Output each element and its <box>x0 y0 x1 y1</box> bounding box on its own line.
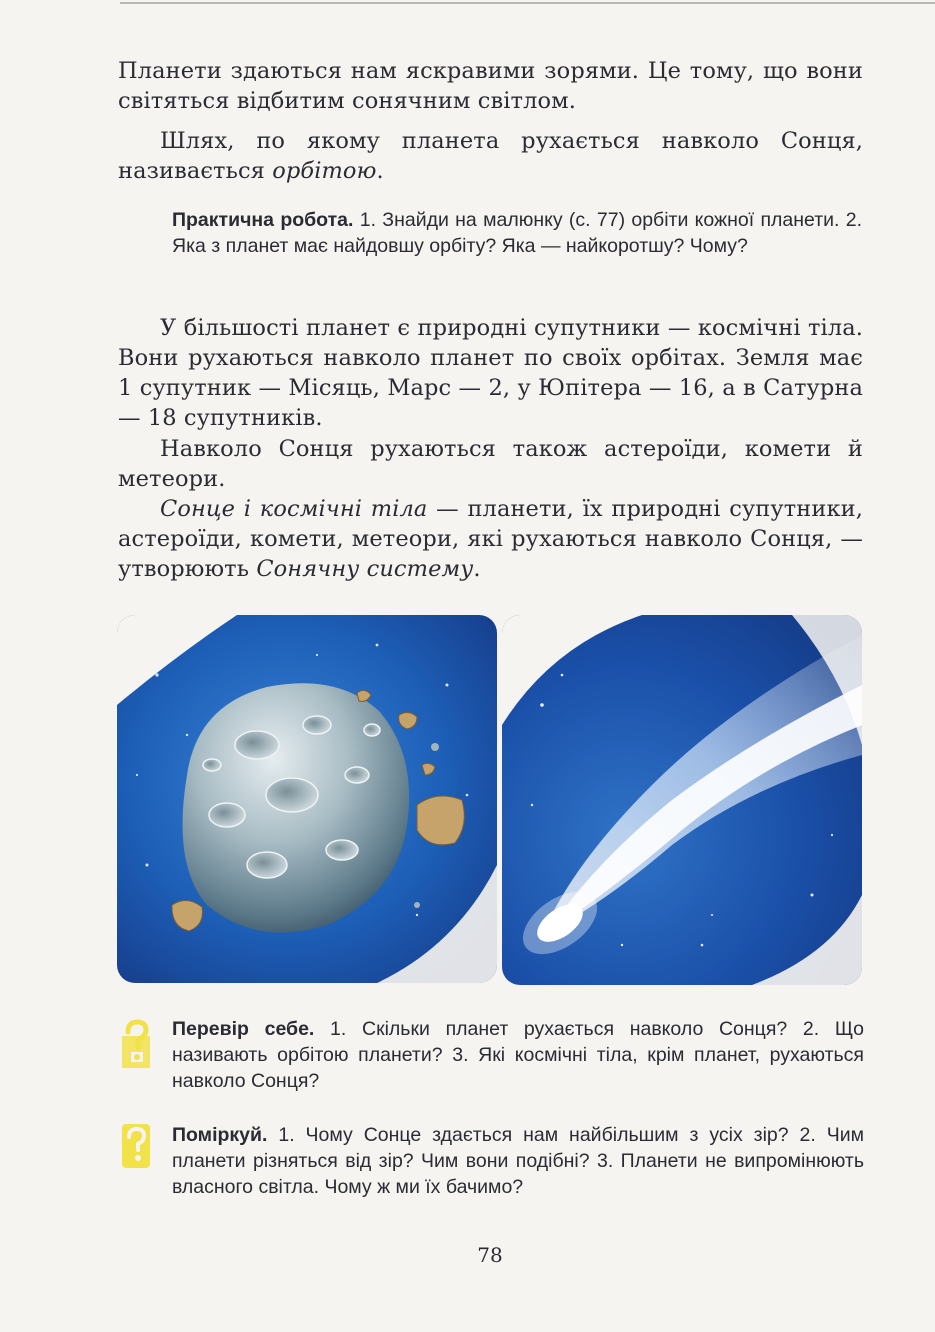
asteroid-illustration <box>117 615 497 983</box>
check-yourself-lead: Перевір себе. <box>172 1018 315 1040</box>
question-mark-icon <box>118 1120 154 1172</box>
practical-work <box>172 207 862 259</box>
paragraph-planets-shine <box>118 56 863 116</box>
think-about-lead: Поміркуй. <box>172 1124 268 1146</box>
think-about-text: 1. Чому Сонце здається нам найбільшим з усіх зір? 2. Чим планети різняться від зір? Чим вони подібні? 3. Планети не випромінюють власного світла. Чому ж ми їх бачимо? <box>172 1124 864 1198</box>
think-about <box>172 1122 864 1200</box>
check-yourself <box>172 1016 864 1094</box>
comet-illustration <box>502 615 862 985</box>
asteroid-svg <box>117 615 497 983</box>
solar-system-end: . <box>473 556 481 582</box>
question-mark-check-svg <box>118 1018 154 1070</box>
practical-work-lead: Практична робота. <box>172 209 354 231</box>
solar-term-system: Сонячну систему <box>256 556 474 582</box>
paragraph-satellites <box>118 313 863 433</box>
paragraph-orbit <box>118 126 863 186</box>
practical-work-text: 1. Знайди на малюнку (с. 77) орбіти кожної планети. 2. Яка з планет має найдовшу орбіту? Яка — найкоротшу? Чому? <box>172 209 862 257</box>
page-number: 78 <box>477 1243 503 1267</box>
paragraph-asteroids <box>118 434 863 494</box>
orbit-text: Шлях, по якому планета рухається навколо Сонця, називається <box>118 128 863 184</box>
question-mark-icon <box>118 1018 154 1070</box>
paragraph-planets-shine-text: Планети здаються нам яскравими зорями. Це тому, що вони світяться відбитим сонячним світлом. <box>118 58 863 114</box>
check-yourself-text: 1. Скільки планет рухається навколо Сонця? 2. Що називають орбітою планети? 3. Які космічні тіла, крім планет, рухаються навколо Сонця? <box>172 1018 864 1092</box>
paragraph-solar-system <box>118 494 863 584</box>
comet-svg <box>502 615 862 985</box>
orbit-end: . <box>376 158 384 184</box>
question-mark-think-svg <box>118 1120 154 1172</box>
solar-term-bodies: Сонце і космічні тіла <box>160 496 428 522</box>
solar-system-text: — планети, їх природні супутники, астероїди, комети, метеори, які рухаються навколо Сонця, — утворюють <box>118 496 863 582</box>
page-top-edge <box>120 2 935 4</box>
paragraph-satellites-text: У більшості планет є природні супутники — космічні тіла. Вони рухаються навколо планет по своїх орбітах. Земля має 1 супутник — Місяць, Марс — 2, у Юпітера — 16, а в Сатурна — 18 супутників. <box>118 315 863 431</box>
orbit-term: орбітою <box>272 158 377 184</box>
paragraph-asteroids-text: Навколо Сонця рухаються також астероїди, комети й метеори. <box>118 436 863 492</box>
